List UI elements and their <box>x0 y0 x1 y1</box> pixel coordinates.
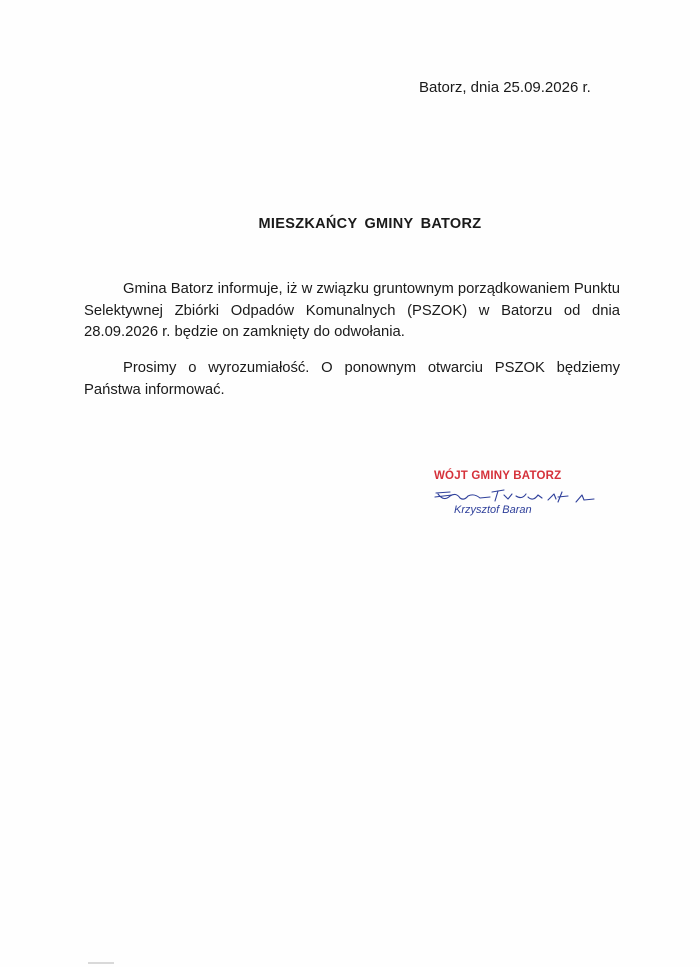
stamp-name: Krzysztof Baran <box>454 504 532 516</box>
body-paragraph-1: Gmina Batorz informuje, iż w związku gruntownym porządkowaniem Punktu Selektywnej Zbiórki Odpadów Komunalnych (PSZOK) w Batorzu od dnia 28.09.2026 r. będzie on zamknięty do odwołania. <box>84 281 620 340</box>
letter-heading: MIESZKAŃCY GMINY BATORZ <box>258 216 482 232</box>
body-paragraph-2: Prosimy o wyrozumiałość. O ponownym otwarciu PSZOK będziemy Państwa informować. <box>84 360 620 398</box>
scan-artifact <box>88 962 114 964</box>
date-line: Batorz, dnia 25.09.2026 r. <box>419 79 591 96</box>
stamp-title: WÓJT GMINY BATORZ <box>434 470 562 482</box>
official-stamp <box>430 470 610 530</box>
